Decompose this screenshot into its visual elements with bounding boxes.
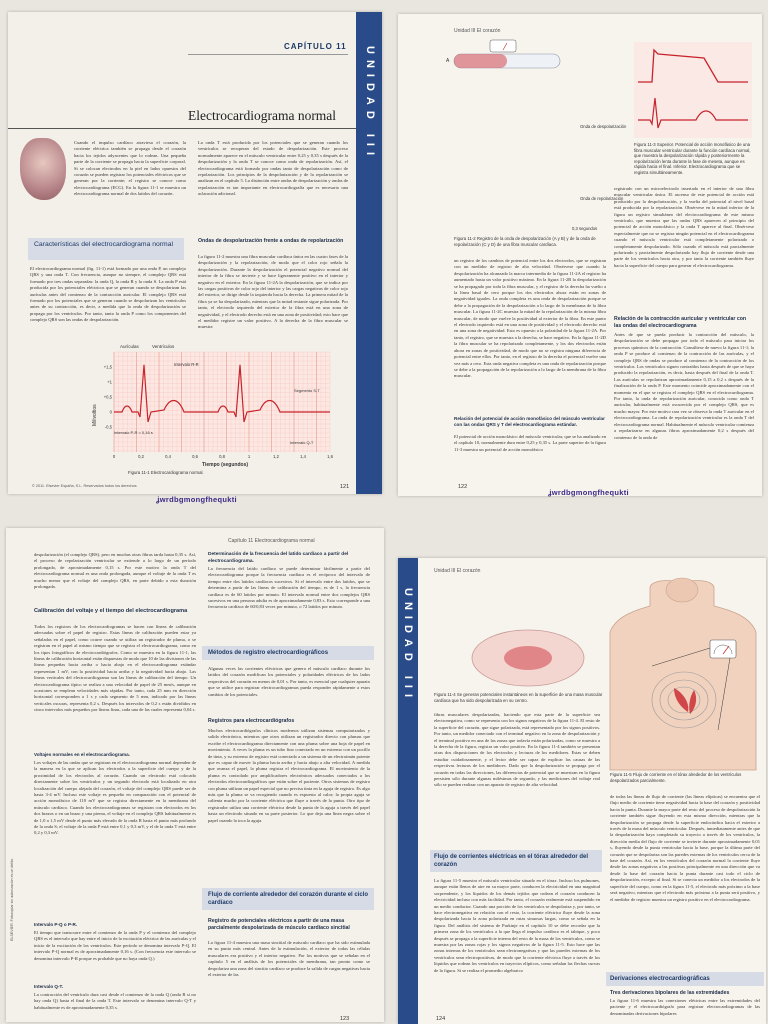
page-123-bold-qt: Intervalo Q-T. (34, 984, 64, 989)
page-123-bold-frequency: Determinación de la frecuencia del latido cardíaco a partir del electrocardiograma. (208, 552, 349, 564)
figure-11-3 (634, 42, 752, 138)
section-text-waves: La figura 11-2 muestra una fibra muscular cardíaca única en las cuatro fases de la despolarización y la repolarización, de modo que el color rojo señala la despolarización. Durante la despolarización el potencial negativo normal del interior de la fibra se invierte y se hace ligeramente positivo en el interior y negativo en el exterior. En la figura 11-2A la despolarización, que se indica por las cargas positivas de color rojo del interior y las cargas negativas de color rojo del exterior, se dirige desde la izquierda hacia la derecha. La primera mitad de la fibra ya se ha despolarizado, mientras que la mitad restante sigue polarizada. Por tanto, el electrodo izquierdo del exterior de la fibra está en una zona de negatividad, y el electrodo derecho está en una zona de positividad; esto hace que el medidor registre un valor positivo. A la derecha de la fibra muscular se muestra (198, 254, 349, 330)
ecg-xtick: 0,8 (219, 454, 225, 459)
page-123-col-1-text4: La contracción del ventrículo dura casi desde el comienzo de la onda Q (onda R si no hay onda Q) hasta el final de la onda T. Este intervalo se denomina intervalo Q-T y habitualmente es de aproximadamente 0,35 s. (34, 992, 196, 1010)
ecg-ytick: +0,5 (103, 394, 112, 400)
page-122 (398, 14, 762, 496)
ecg-xtick: 1,2 (273, 454, 279, 459)
page-123-col-2-text3: Muchos electrocardiógrafos clínicos modernos utilizan sistemas computarizados y salida electrónica, mientras que otros utilizan un registrador directo con plumas que escribe el electrocardiograma directamente con una pluma sobre una hoja de papel en movimiento. A veces la pluma es un tubo fino conectado en un extremo con un pocillo de tinta, y su extremo de registro está conectado a un sistema de un electroimán potente que es capaz de mover la pluma hacia arriba y hacia abajo a alta velocidad. A medida que avanza el papel, la pluma registra el electrocardiograma. El movimiento de la pluma es controlado por amplificadores electrónicos adecuados conectados a los electrodos electrocardiográficos que están sobre el paciente. Otros sistemas de registro con pluma utilizan un papel especial que no precisa tinta en la aguja de registro. Es algo más que la pluma se va recogiendo cuando es expuesto al calor; la propia aguja se calienta mucho por la corriente eléctrica que fluye a través de la punta. Otro tipo de registrador utiliza una corriente eléctrica desde la punta de la aguja a través del papel hasta un electrodo situado en su parte posterior. Lo que deja una línea negra sobre el papel cuando la toca la aguja. (208, 728, 370, 823)
fig2-repol-label: Onda de repolarización (580, 196, 624, 201)
page-124-subheading-bipolares: Tres derivaciones bipolares de las extremidades (610, 990, 730, 996)
figure-11-4-caption: Figura 11-4 Se generan potenciales instantáneos en la superficie de una masa muscular cardíaca que ha sido despolarizada en su centro. (434, 692, 603, 703)
fig2-letter: A (446, 58, 450, 64)
page-123-col-1-text: Todos los registros de los electrocardiogramas se hacen con líneas de calibración adecuadas sobre el papel de registro. Estas líneas de calibración pueden estar ya señaladas en el papel, como ocurre cuando se utiliza un registrador de pluma, o se registran en el papel al mismo tiempo que se registra el electrocardiograma, como en los tipos fotográficos de electrocardiógrafos. Como se muestra en la figura 11-1, las líneas de calibración horizontal están dispuestas de modo que 10 de las divisiones de las líneas pequeñas hacia arriba o hacia abajo en el electrocardiograma estándar representan 1 mV, con la positividad hacia arriba y la negatividad hacia abajo. Las líneas verticales del electrocardiograma son las líneas de calibración del tiempo. Un electrocardiograma típico se realiza a una velocidad de papel de 25 mm/s, aunque en ocasiones se emplean velocidades más rápidas. Por tanto, cada 25 mm en dirección horizontal corresponden a 1 s y cada segmento de 5 mm, indicado por las líneas verticales oscuras, representa 0,2 s. Después los intervalos de 0,2 s están divididos en cinco intervalos más pequeños por líneas finas, cada una de las cuales representa 0,04 s. (34, 624, 197, 713)
torso-outline (610, 581, 756, 770)
page-124-heading-derivaciones: Derivaciones electrocardiográficas (610, 976, 710, 982)
page-number: 122 (458, 484, 468, 490)
meter (490, 40, 516, 52)
unit-band-label: UNIDAD III (402, 588, 414, 703)
page-123-col-1-text2: Los voltajes de las ondas que se registran en el electrocardiograma normal dependen de la manera en la que se aplican los electrodos a la superficie del cuerpo y de la proximidad de los electrodos al corazón. Cuando un electrodo está colocado directamente sobre los ventrículos y un segundo electrodo está localizado en otra localización del cuerpo alejada del corazón, el voltaje del complejo QRS puede ser de hasta 3-4 mV. Incluso este voltaje es pequeño en comparación con el potencial de acción monofásico de 110 mV que se registra directamente en la membrana del músculo cardíaco. Cuando los electrocardiogramas se registran con electrodos en los dos brazos o en un brazo y una pierna, el voltaje en el complejo QRS habitualmente es de 1,0 a 1,5 mV desde el punto más elevado de la onda R hasta el punto más profundo de la onda S; el voltaje de la onda P está entre 0,1 y 0,3 mV, y el de la onda T está entre 0,2 y 0,3 mV. (34, 760, 196, 836)
ecg-xtick: 1 (247, 454, 251, 459)
page-123-bold-pq: Intervalo P-Q o P-R. (34, 922, 78, 927)
side-text: ELSEVIER. Fotocopiar sin autorización es un delito. (10, 858, 14, 941)
meter (710, 640, 736, 658)
fig2-seconds-label: 0,3 segundos (572, 226, 598, 231)
ecg-ytick: -0,5 (104, 424, 112, 430)
page-124-heading-flujo: Flujo de corrientes eléctricas en el tórax alrededor del corazón (434, 854, 589, 868)
page-title: Electrocardiograma normal (188, 108, 337, 123)
brand-watermark: ʝwrdbgmongfhequkti (548, 488, 629, 497)
section-heading-waves: Ondas de despolarización frente a ondas de repolarización (198, 238, 344, 244)
ecg-xtick: 0,2 (138, 454, 144, 459)
depolarized-center (504, 646, 552, 670)
ecg-ytick: +1,5 (103, 364, 112, 370)
page-124-col-2-text2: La figura 11-6 muestra las conexiones eléctricas entre las extremidades del paciente y el electrocardiógrafo para registrar electrocardiogramas de las denominadas derivaciones bipolares (610, 998, 760, 1016)
ecg-label-rr: Intervalo R-R (174, 362, 199, 367)
ecg-label-auriculas: Aurículas (120, 344, 139, 349)
page-123-heading-methods: Métodos de registro electrocardiográficos (208, 650, 329, 656)
page-123-heading-flujo: Flujo de corriente alrededor del corazón durante el ciclo cardíaco (208, 892, 369, 906)
page-123-col-2-text2: Algunas veces las corrientes eléctricas que genera el músculo cardíaco durante los latidos del corazón modifican los potenciales y polaridades eléctricos de los lados respectivos del corazón en menos de 0,01 s. Por tanto, es esencial que cualquier aparato que se utilice para registrar electrocardiogramas pueda responder rápidamente a estos cambios de los potenciales. (208, 666, 370, 697)
intro-column-2: La onda T está producida por los potenciales que se generan cuando los ventrículos se recuperan del estado de despolarización. Este proceso normalmente aparece en el músculo ventricular entre 0,25 y 0,35 s después de la despolarización y la onda T se conoce como onda de repolarización. Así, el electrocardiograma está formado por ondas tanto de despolarización como de repolarización. Los principios de la despolarización y de la repolarización se analizan en el capítulo 5. La distinción entre ondas de despolarización y ondas de repolarización es tan importante en electrocardiografía que es necesario una aclaración adicional. (198, 140, 348, 197)
page-122-col-2-heading: Relación de la contracción auricular y ventricular con las ondas del electrocardiograma (614, 316, 747, 329)
page-122-col-1-b: El potencial de acción monofásico del músculo ventricular, que se ha analizado en el capítulo 10, normalmente dura entre 0,25 y 0,35 s. La parte superior de la figura 11-3 muestra un potencial de acción monofásico (454, 434, 606, 452)
figure-11-4 (436, 580, 606, 690)
figure-11-5-caption: Figura 11-5 Flujo de corriente en el tórax alrededor de los ventrículos despolarizados parcialmente. (610, 772, 742, 783)
page-121 (8, 12, 382, 504)
page-122-col-1: un registro de los cambios de potencial entre los dos electrodos, que se registran con un medidor de registro de alta velocidad. Obsérvese que cuando la despolarización ha alcanzado la marca intermedia de la figura 11-2A el registro ha aumentado hasta un valor positivo máximo. En la figura 11-2B la despolarización se ha propagado por toda la fibra muscular, y el registro de la derecha ha vuelto a la línea basal de cero porque los dos electrodos ahora están en zonas de negatividad iguales. La onda completa es una onda de despolarización porque se debe a la propagación de la despolarización a lo largo de la membrana de la fibra muscular. La figura 11-2C muestra la mitad de la repolarización de la misma fibra muscular, de modo que vuelve la positividad al exterior de la fibra. En este punto el electrodo izquierdo está en una zona de positividad y el electrodo derecho está en una zona de negatividad. Esto es opuesto a la polaridad de la figura 11-2A. Por tanto, el registro, que se muestra a la derecha, se hace negativo. En la figura 11-2D la fibra muscular se ha repolarizado completamente, y los dos electrodos están ahora en zonas de positividad, de modo que no se registra ninguna diferencia de potencial entre ellos. Por tanto, en el registro de la derecha el potencial vuelve una vez más a cero. Esta onda negativa completa es una onda de repolarización porque se debe a la propagación de la repolarización a lo largo de la membrana de la fibra muscular. (454, 258, 606, 379)
page-124-col-1-text2: La figura 11-5 muestra el músculo ventricular situado en el tórax. Incluso los pulmones, aunque están llenos de aire en su mayor parte, conducen la electricidad en una magnitud sorprendente, y los líquidos de los demás tejidos que rodean el corazón conducen la electricidad incluso con más facilidad. Por tanto, el corazón realmente está suspendido en un medio conductor. Cuando una porción de los ventrículos se despolariza y, por tanto, se hace electronegativa en relación con el resto, la corriente eléctrica fluye desde la zona despolarizada hacia la zona polarizada en rutas sinuosas largas, como se señala en la figura. Del análisis del sistema de Purkinje en el capítulo 10 se debe recordar que la primera zona de los ventrículos a la que llega el impulso cardíaco es el tabique, y poco después se propaga a la superficie interna del resto de la masa de los ventrículos, como se muestra por las zonas rojas y los signos negativos de la figura 11-5. Esto hace que las zonas internas de los ventrículos sean electronegativas y que las paredes externas de los ventrículos sean electropositivas, de modo que la corriente eléctrica fluye a través de los líquidos que rodean los ventrículos en trayectos elípticos, como señalan las flechas curvas de la figura. Si se realiza el promedio algebraico (434, 878, 600, 973)
figure-11-3-caption: Figura 11-3 Superior. Potencial de acción monofásico de una fibra muscular ventricular durante la función cardíaca normal, que muestra la despolarización rápida y posteriormente la repolarización lenta durante la fase de meseta, aunque es rápida hacia el final. Inferior. Electrocardiograma que se registra simultáneamente. (634, 142, 751, 175)
ecg-yticks (104, 365, 113, 430)
ecg-xtick: 0,4 (165, 454, 171, 459)
page-124 (398, 558, 766, 1024)
ecg-label-st: Segmento S-T (294, 388, 320, 393)
page-123-col-1-text3: El tiempo que transcurre entre el comienzo de la onda P y el comienzo del complejo QRS es el intervalo que hay entre el inicio de la excitación eléctrica de las aurículas y el inicio de la excitación de los ventrículos. Este período se denomina intervalo P-Q. El intervalo P-Q normal es de aproximadamente 0,16 s. (Con frecuencia este intervalo se denomina intervalo P-R porque es probable que no haya onda Q.) (34, 930, 196, 961)
ecg-label-pr: Intervalo P-R = 0,16 s (114, 430, 153, 435)
running-head: Unidad III El corazón (434, 568, 481, 574)
unit-band-label: UNIDAD III (364, 46, 376, 161)
depolarized-region (454, 54, 507, 68)
page-number: 124 (436, 1016, 446, 1022)
fig2-depol-label: Onda de despolarización (580, 124, 627, 129)
brand-watermark: ʝwrdbgmongfhequkti (156, 495, 237, 504)
ecg-figure (90, 340, 334, 470)
ecg-xlabel: Tiempo (segundos) (202, 462, 249, 468)
page-124-col-1: fibras musculares despolarizadas, haciendo que esta parte de la superficie sea electronegativa, como se representa con los signos negativos de la figura 11-4. El resto de la superficie del corazón, que sigue polarizada, está representado por los signos positivos. Por tanto, un medidor conectado con el terminal negativo en la zona de despolarización y el terminal positivo en una de las zonas que todavía están polarizadas, como se muestra a la derecha de la figura, registra un valor positivo. En la figura 11-4 también se presentan otras dos disposiciones de los electrodos y lecturas de los medidores. Estas se deben estudiar cuidadosamente, y el lector debe ser capaz de explicar las causas de las respectivas lecturas de los medidores. Dado que la despolarización se propaga por el corazón en todas las direcciones, las diferencias de potencial que se muestran en la figura persisten sólo durante algunas milésimas de segundo, y las mediciones del voltaje real sólo se pueden realizar con un aparato de registro de alta velocidad. (434, 712, 600, 788)
figure-11-2 (446, 38, 627, 234)
page-124-col-2: de todas las líneas de flujo de corriente (las líneas elípticas) se encuentra que el flujo medio de corriente tiene negatividad hacia la base del corazón y positividad hacia la punta. Durante la mayor parte del resto del proceso de despolarización la corriente también sigue fluyendo en esta misma dirección, mientras que la despolarización se propaga desde la superficie endocárdica hacia el exterior a través de la masa del músculo ventricular. Después, inmediatamente antes de que la despolarización haya completado su trayecto a través de los ventrículos, la dirección media del flujo de corriente se invierte durante aproximadamente 0,01 s, fluyendo desde la punta ventricular hacia la base, porque la última parte del corazón que se despolariza son las paredes externas de los ventrículos cerca de la base del corazón. Así, en los ventrículos del corazón normal la corriente fluye desde las zonas negativas a las positivas principalmente en una dirección que va desde la base del corazón hacia la punta durante casi todo el ciclo de despolarización, excepto al final. Si se conecta un medidor a los electrodos de la superficie del cuerpo, como en la figura 11-5, el electrodo más próximo a la base será negativo, mientras que el electrodo más próximo a la punta será positivo, y el medidor de registro muestra un registro positivo en el electrocardiograma. (610, 794, 760, 902)
ecg-label-qt: Intervalo Q-T (290, 440, 314, 445)
page-123 (6, 528, 384, 1022)
ecg-label-ventriculos: Ventrículos (152, 344, 175, 349)
section-heading-characteristics: Características del electrocardiograma normal (34, 241, 174, 248)
page-number: 121 (340, 484, 350, 490)
chapter-label: CAPÍTULO 11 (284, 42, 347, 51)
page-123-subheading-registros: Registros para electrocardiógrafos (208, 718, 295, 724)
page-122-col-2: registrado con un microelectrodo insertado en el interior de una fibra muscular ventricular única. El ascenso de este potencial de acción está producido por la despolarización, y la vuelta del potencial al nivel basal está producida por la repolarización. Obsérvese en la mitad inferior de la figura un registro simultáneo del electrocardiograma de este mismo ventrículo, que muestra que las ondas QRS aparecen al principio del potencial de acción monofásico y la onda T aparece al final. Obsérvese especialmente que no se registra ningún potencial en el electrocardiograma cuando el músculo ventricular está completamente polarizado o completamente despolarizado. Sólo cuando el músculo está parcialmente polarizado y parcialmente despolarizado hay flujo de corriente desde una parte de los ventrículos hacia otra, y por tanto la corriente también fluye hacia la superficie del cuerpo para generar el electrocardiograma. (614, 186, 754, 268)
page-123-bold-voltajes: Voltajes normales en el electrocardiograma. (34, 752, 130, 757)
ecg-xtick: 0 (112, 454, 116, 459)
page-123-col-2-text4: La figura 11-4 muestra una masa sincitial de músculo cardíaco que ha sido estimulada en su punto más central. Antes de la estimulación, el exterior de todas las células musculares era positivo y el interior negativo. Por los motivos que se señalan en el capítulo 5 en el análisis de los potenciales de membrana, tan pronto como se despolariza una zona del sincitio cardíaco se produce la salida de cargas negativas hacia el exterior de las (208, 940, 370, 978)
ecg-xtick: 0,6 (192, 454, 198, 459)
page-123-heading-calibration: Calibración del voltaje y el tiempo del electrocardiograma (34, 608, 188, 614)
chapter-title-rule (188, 54, 348, 55)
section-text-characteristics: El electrocardiograma normal (fig. 11-1) está formado por una onda P, un complejo QRS y una onda T. Con frecuencia, aunque no siempre, el complejo QRS está formado por tres ondas separadas: la onda Q, la onda R y la onda S. La onda P está producida por los potenciales eléctricos que se generan cuando se despolarizan las aurículas antes del comienzo de la contracción auricular. El complejo QRS está formado por los potenciales que se generan cuando se despolarizan los ventrículos antes de su contracción, es decir, a medida que la onda de despolarización se propaga por los ventrículos. Por tanto, tanto la onda P como los componentes del complejo QRS son las ondas de despolarización. (30, 266, 186, 323)
ecg-xticks (113, 454, 334, 459)
running-head: Capítulo 11 Electrocardiograma normal (228, 538, 315, 544)
ecg-ytick: 0 (109, 409, 112, 415)
intro-column-1: Cuando el impulso cardíaco atraviesa el corazón, la corriente eléctrica también se propaga desde el corazón hacia los tejidos adyacentes que lo rodean. Una pequeña parte de la corriente se propaga hacia la superficie corporal. Si se colocan electrodos en la piel en lados opuestos del corazón se pueden registrar los potenciales eléctricos que se generan por la corriente; el registro se conoce como electrocardiograma (ECG). En la figura 11-1 se muestra un electrocardiograma normal de dos latidos del corazón. (74, 140, 186, 197)
figure-11-2-caption: Figura 11-2 Registro de la onda de despolarización (A y B) y de la onda de repolarización (C y D) de una fibra muscular cardíaca. (454, 236, 596, 247)
ecg-ytick: +1 (107, 379, 112, 385)
page-123-col-2-text: La frecuencia del latido cardíaco se puede determinar fácilmente a partir del electrocardiograma porque la frecuencia cardíaca es el recíproco del intervalo de tiempo entre dos latidos cardíacos sucesivos. Si el intervalo entre dos latidos, que se determina a partir de las líneas de calibración del tiempo, es de 1 s, la frecuencia cardíaca es de 60 latidos por minuto. El intervalo normal entre dos complejos QRS sucesivos en una persona adulta es de aproximadamente 0,83 s. Esto corresponde a una frecuencia cardíaca de 60/0,83 veces por minuto, o 72 latidos por minuto. (208, 566, 370, 610)
title-rule (8, 128, 356, 129)
page-number: 123 (340, 1016, 350, 1022)
ecg-ylabel: Milivoltios (92, 404, 98, 426)
figure-11-5 (610, 580, 760, 770)
page-123-subheading-registro: Registro de potenciales eléctricos a partir de una masa parcialmente despolarizada de músculo cardíaco sincitial (208, 918, 350, 931)
running-head: Unidad III El corazón (454, 28, 501, 34)
face (666, 578, 698, 602)
ecg-xtick: 1,4 (300, 454, 306, 459)
figure-11-1-caption: Figura 11-1 Electrocardiograma normal. (128, 470, 204, 475)
footer-copyright: © 2011. Elsevier España, S.L. Reservados todos los derechos (32, 484, 137, 488)
ecg-xtick: 1,6 (327, 454, 333, 459)
page-122-col-2-b: Antes de que se pueda producir la contracción del músculo, la despolarización se debe propagar por todo el músculo para iniciar los procesos químicos de la contracción. Consúltese de nuevo la figura 11-1; la onda P se produce al comienzo de la contracción de las aurículas, y el complejo QRS de ondas se produce al comienzo de la contracción de los ventrículos. Los ventrículos siguen contraídos hasta después de que se haya producido la repolarización, es decir, hasta después del final de la onda T. Las aurículas se repolarizan aproximadamente 0,15 a 0,2 s después de la finalización de la onda P. Este momento coincide aproximadamente con el momento en el que se registra el complejo QRS en el electrocardiograma. Por tanto, la onda de repolarización auricular, conocida como onda T auricular, habitualmente está oscurecida por el complejo QRS, que es mucho mayor. Por este motivo rara vez se observa la onda T auricular en el electrocardiograma. La onda de repolarización ventricular es la onda T del electrocardiograma normal. Habitualmente el músculo ventricular comienza a repolarizarse en algunas fibras aproximadamente 0,2 s después del comienzo de la onda de (614, 332, 754, 440)
page-123-col-1-top: despolarización (el complejo QRS), pero en muchas otras fibras tarda hasta 0,35 s. Así, el proceso de repolarización ventricular se extiende a lo largo de un período prolongado, de aproximadamente 0,15 s. Por este motivo la onda T del electrocardiograma normal es una onda prolongada, aunque el voltaje de la onda T es mucho menor que el voltaje del complejo QRS, en parte debido a esta duración prolongada. (34, 552, 196, 590)
page-122-col-1-bold: Relación del potencial de acción monofásico del músculo ventricular con las ondas QRS y T del electrocardiograma estándar. (454, 416, 605, 428)
